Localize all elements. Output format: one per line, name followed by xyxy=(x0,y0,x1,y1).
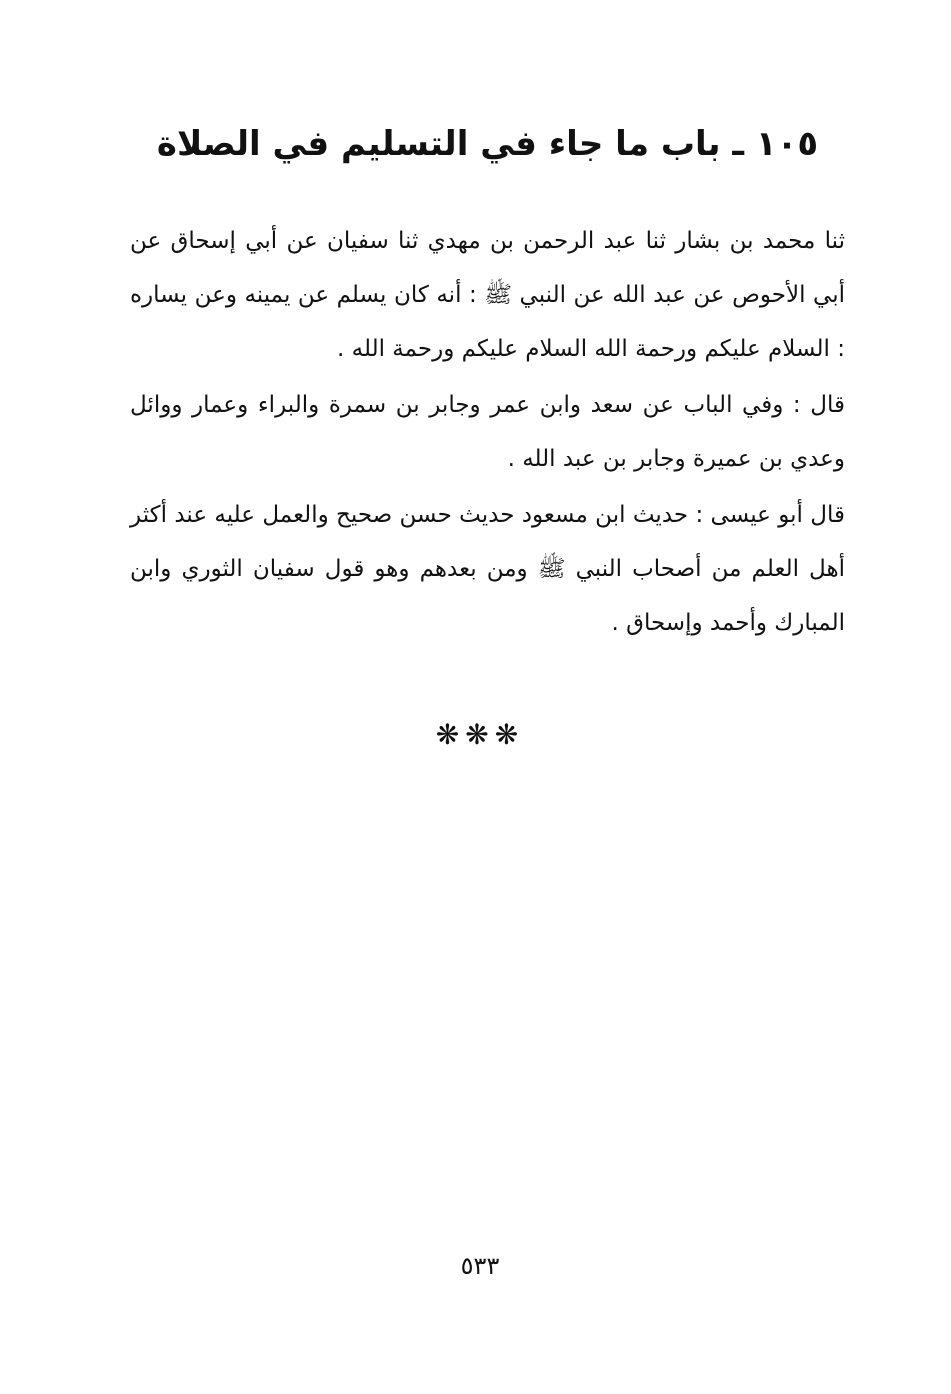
hadith-paragraph: ثنا محمد بن بشار ثنا عبد الرحمن بن مهدي ثنا سفيان عن أبي إسحاق عن أبي الأحوص عن عبد الله عن النبي ﷺ : أنه كان يسلم عن يمينه وعن يساره : السلام عليكم ورحمة الله السلام عليكم ورحمة الله . xyxy=(130,228,845,362)
chapter-note-paragraph: قال : وفي الباب عن سعد وابن عمر وجابر بن سمرة والبراء وعمار ووائل وعدي بن عميرة وجابر بن عبد الله . xyxy=(130,392,845,472)
section-separator: ❋❋❋ xyxy=(435,718,525,751)
chapter-title: ١٠٥ ـ باب ما جاء في التسليم في الصلاة xyxy=(156,124,819,164)
commentary-paragraph: قال أبو عيسى : حديث ابن مسعود حديث حسن صحيح والعمل عليه عند أكثر أهل العلم من أصحاب النبي ﷺ ومن بعدهم وهو قول سفيان الثوري وابن المبارك وأحمد وإسحاق . xyxy=(130,502,845,636)
page-number: ٥٣٣ xyxy=(460,1252,500,1280)
